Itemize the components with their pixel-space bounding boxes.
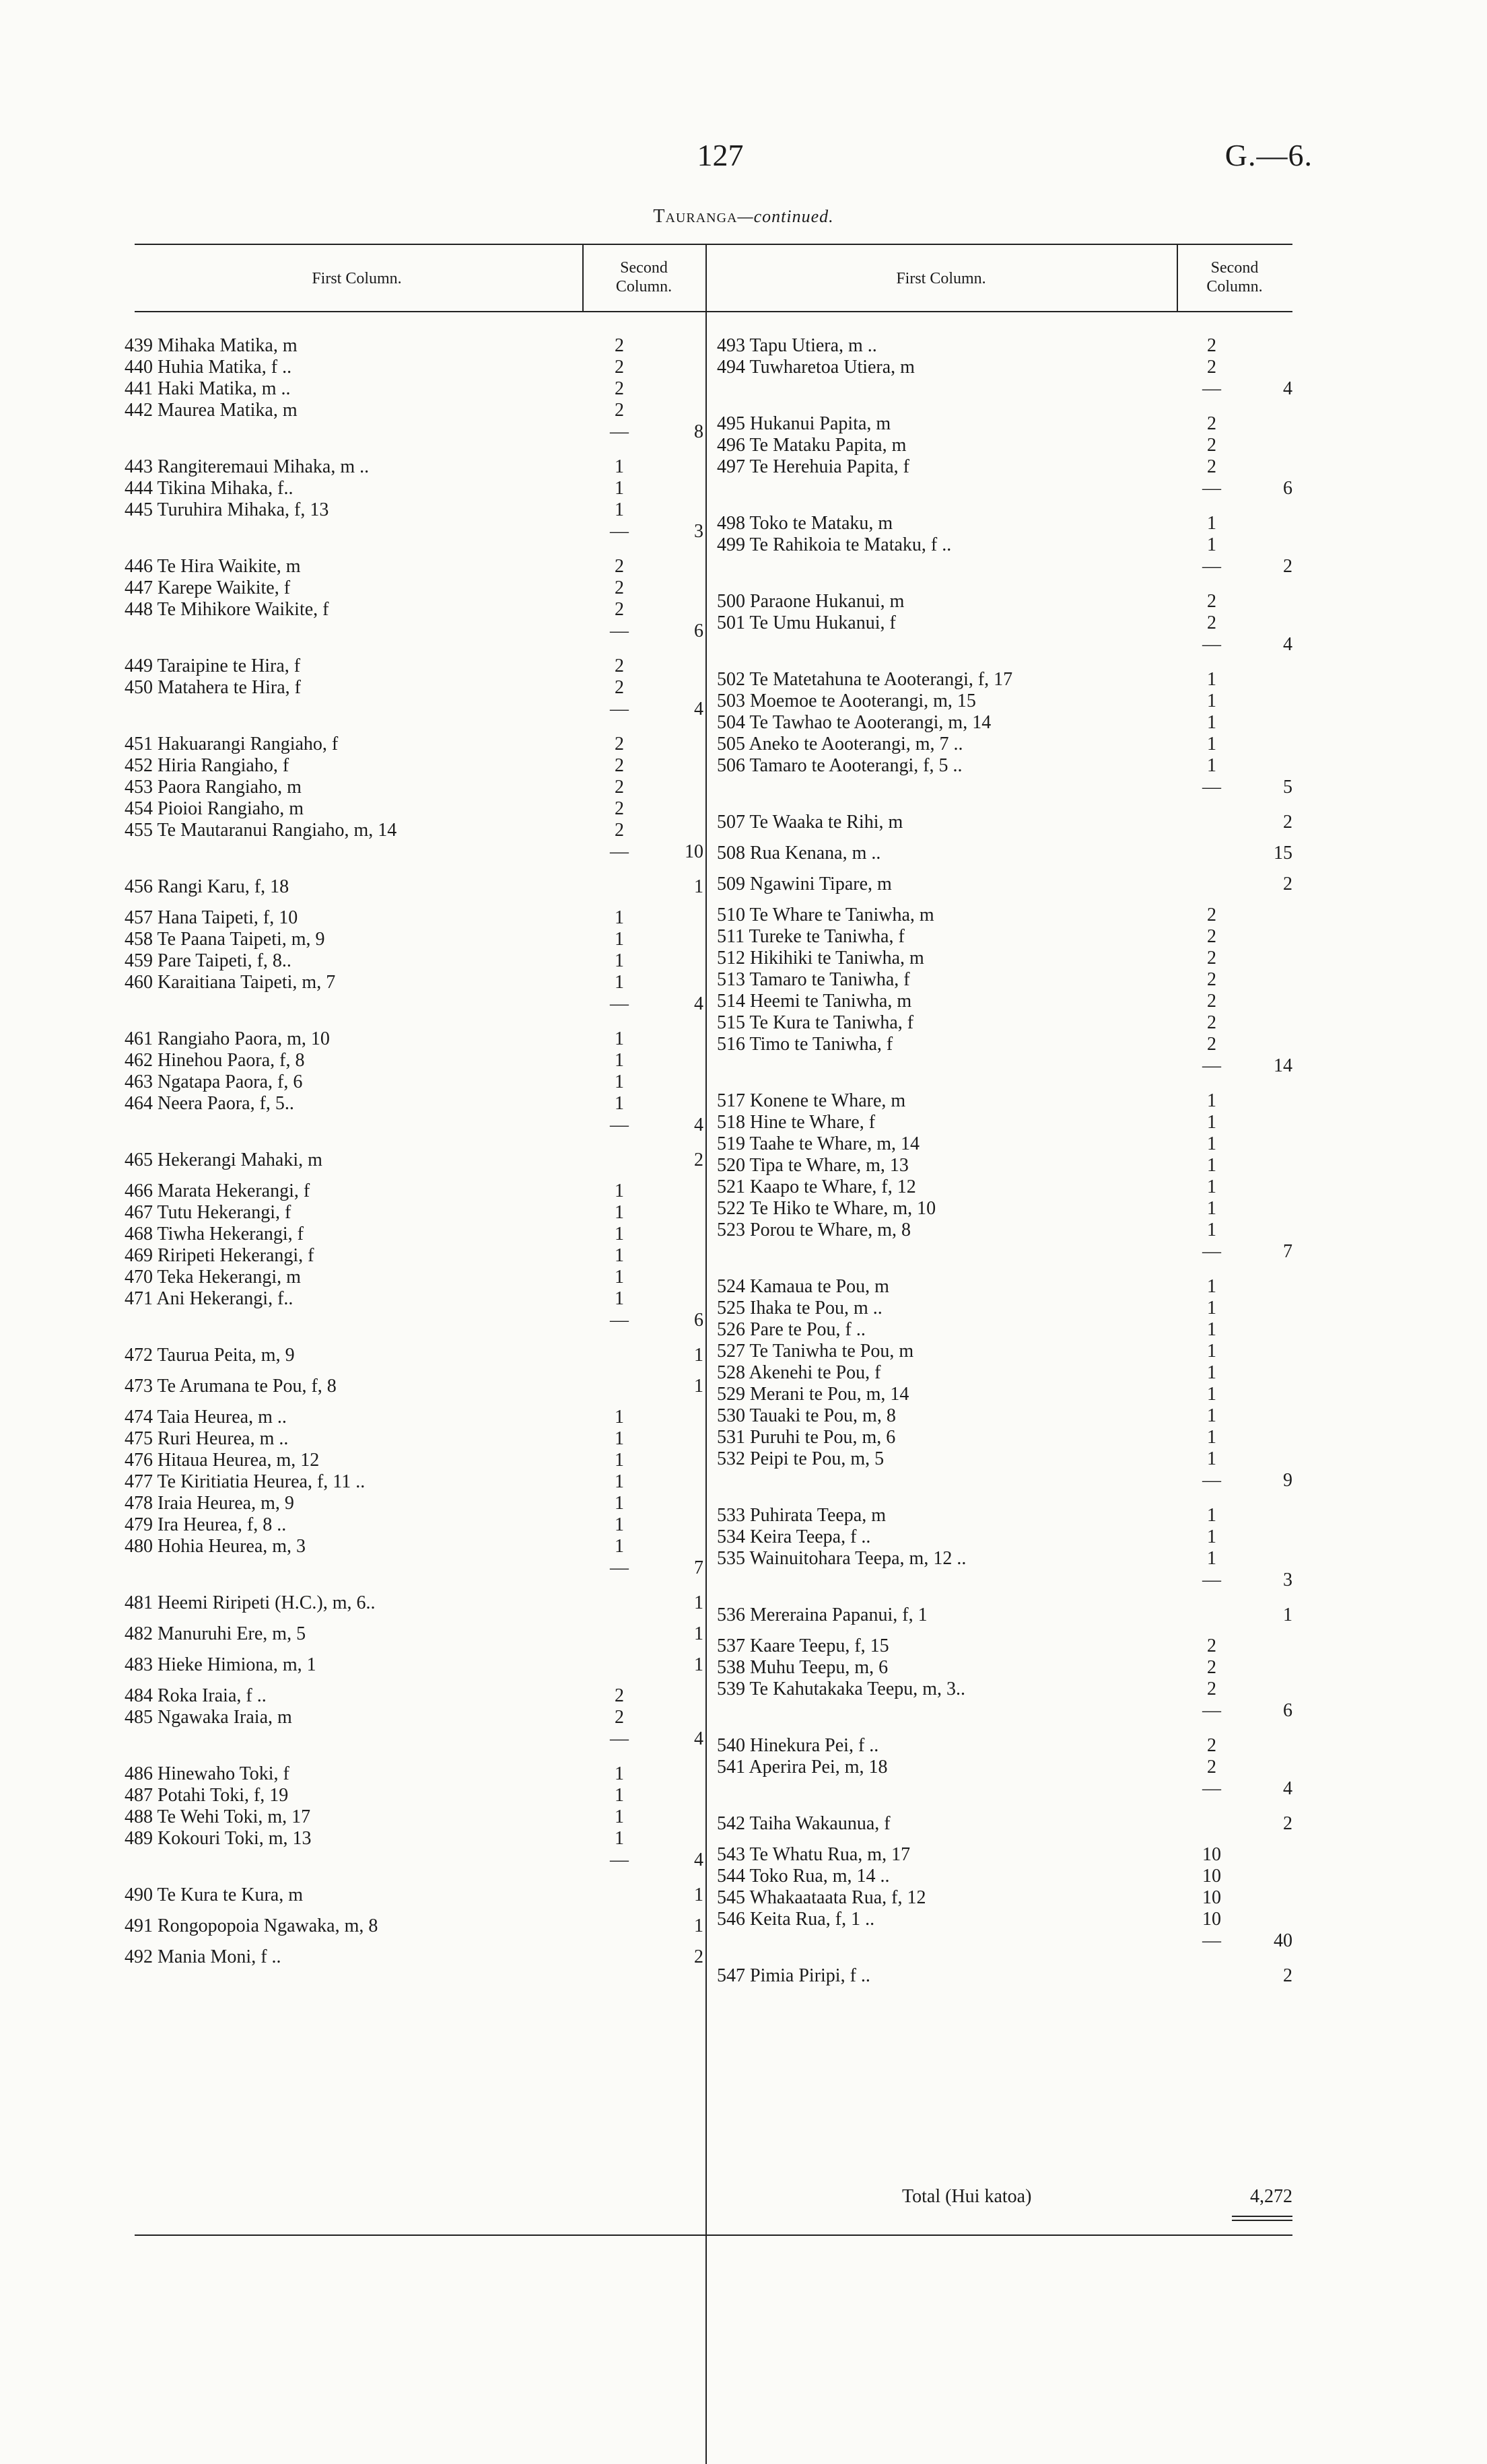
right-subtotal: 7 <box>1283 1241 1292 1262</box>
right-subtotal-dash: — <box>1202 1055 1221 1076</box>
right-entry-value: 1 <box>1207 1155 1216 1176</box>
right-entry-name: 535 Wainuitohara Teepa, m, 12 .. <box>717 1548 967 1569</box>
right-entry-name: 505 Aneko te Aooterangi, m, 7 .. <box>717 734 963 754</box>
left-entry-value: 2 <box>615 400 624 421</box>
left-entry-name: 480 Hohia Heurea, m, 3 <box>125 1536 306 1557</box>
left-entry-name: 475 Ruri Heurea, m .. <box>125 1428 289 1449</box>
right-entry-value: 1 <box>1207 1176 1216 1197</box>
right-subtotal: 14 <box>1274 1055 1292 1076</box>
right-entry-name: 497 Te Herehuia Papita, f <box>717 456 909 477</box>
right-subtotal: 9 <box>1283 1470 1292 1491</box>
right-entry-name: 524 Kamaua te Pou, m <box>717 1276 889 1297</box>
left-entry-value: 2 <box>615 777 624 798</box>
right-entry-name: 534 Keira Teepa, f .. <box>717 1526 871 1547</box>
left-entry-total: 1 <box>694 1376 703 1397</box>
left-entry-name: 455 Te Mautaranui Rangiaho, m, 14 <box>125 820 397 841</box>
left-entry-name: 465 Hekerangi Mahaki, m <box>125 1150 322 1170</box>
left-entry-value: 1 <box>615 1288 624 1309</box>
right-entry-name: 522 Te Hiko te Whare, m, 10 <box>717 1198 936 1219</box>
left-entry-value: 1 <box>615 1202 624 1223</box>
right-entry-name: 517 Konene te Whare, m <box>717 1090 906 1111</box>
right-entry-value: 2 <box>1207 905 1216 925</box>
left-entry-name: 442 Maurea Matika, m <box>125 400 298 421</box>
right-entry-value: 1 <box>1207 1319 1216 1340</box>
right-entry-value: 1 <box>1207 1384 1216 1405</box>
right-entry-value: 1 <box>1207 1405 1216 1426</box>
right-entry-name: 508 Rua Kenana, m .. <box>717 843 881 864</box>
left-entry-value: 1 <box>615 1181 624 1201</box>
right-entry-name: 527 Te Taniwha te Pou, m <box>717 1341 914 1362</box>
right-entry-value: 10 <box>1202 1887 1221 1908</box>
left-subtotal: 4 <box>694 1115 703 1135</box>
left-subtotal: 6 <box>694 1310 703 1331</box>
left-entry-value: 1 <box>615 1493 624 1514</box>
second-column-header-line1-right: Second <box>1210 259 1259 277</box>
left-entry-total: 1 <box>694 1592 703 1613</box>
left-entry-total: 1 <box>694 1623 703 1644</box>
left-entry-value: 2 <box>615 820 624 841</box>
right-entry-name: 496 Te Mataku Papita, m <box>717 435 907 456</box>
right-entry-name: 516 Timo te Taniwha, f <box>717 1034 893 1055</box>
right-entry-name: 509 Ngawini Tipare, m <box>717 874 892 894</box>
right-entry-name: 545 Whakaataata Rua, f, 12 <box>717 1887 926 1908</box>
left-entry-name: 474 Taia Heurea, m .. <box>125 1407 287 1428</box>
right-entry-name: 526 Pare te Pou, f .. <box>717 1319 866 1340</box>
right-entry-value: 2 <box>1207 1012 1216 1033</box>
section-subtitle <box>0 206 1487 227</box>
right-entry-name: 513 Tamaro te Taniwha, f <box>717 969 910 990</box>
left-subtotal-dash: — <box>610 621 629 641</box>
right-subtotal-dash: — <box>1202 1470 1221 1491</box>
second-column-header-line2: Column. <box>615 278 672 295</box>
right-entry-value: 1 <box>1207 1548 1216 1569</box>
left-entry-value: 2 <box>615 677 624 698</box>
left-entry-value: 1 <box>615 1267 624 1288</box>
right-subtotal: 4 <box>1283 378 1292 399</box>
left-entry-value: 2 <box>615 335 624 356</box>
left-entry-name: 479 Ira Heurea, f, 8 .. <box>125 1514 287 1535</box>
right-entry-name: 523 Porou te Whare, m, 8 <box>717 1220 911 1240</box>
right-subtotal-dash: — <box>1202 1930 1221 1951</box>
second-column-header-right <box>1177 258 1292 296</box>
left-entry-name: 450 Matahera te Hira, f <box>125 677 301 698</box>
left-entry-value: 2 <box>615 599 624 620</box>
left-entry-name: 492 Mania Moni, f .. <box>125 1946 281 1967</box>
right-entry-name: 506 Tamaro te Aooterangi, f, 5 .. <box>717 755 963 776</box>
right-entry-name: 529 Merani te Pou, m, 14 <box>717 1384 909 1405</box>
left-entry-name: 486 Hinewaho Toki, f <box>125 1763 289 1784</box>
left-subtotal-dash: — <box>610 421 629 442</box>
left-entry-name: 452 Hiria Rangiaho, f <box>125 755 289 776</box>
right-entry-value: 2 <box>1207 357 1216 378</box>
left-entry-name: 472 Taurua Peita, m, 9 <box>125 1345 295 1366</box>
right-entry-value: 2 <box>1207 1635 1216 1656</box>
right-subtotal: 6 <box>1283 1700 1292 1721</box>
total-label: Total (Hui katoa) <box>902 2186 1032 2207</box>
right-entry-value: 1 <box>1207 1220 1216 1240</box>
right-entry-value: 1 <box>1207 712 1216 733</box>
right-entry-value: 1 <box>1207 1090 1216 1111</box>
right-entry-name: 501 Te Umu Hukanui, f <box>717 612 896 633</box>
left-entry-name: 477 Te Kiritiatia Heurea, f, 11 .. <box>125 1471 366 1492</box>
left-entry-name: 454 Pioioi Rangiaho, m <box>125 798 304 819</box>
left-entry-name: 439 Mihaka Matika, m <box>125 335 298 356</box>
left-entry-name: 440 Huhia Matika, f .. <box>125 357 292 378</box>
left-entry-value: 1 <box>615 1536 624 1557</box>
left-entry-name: 473 Te Arumana te Pou, f, 8 <box>125 1376 337 1397</box>
left-entry-value: 2 <box>615 734 624 754</box>
subtitle-continued: —continued. <box>737 207 834 226</box>
left-entry-name: 451 Hakuarangi Rangiaho, f <box>125 734 339 754</box>
second-column-header-left <box>582 258 705 296</box>
left-entry-value: 1 <box>615 1407 624 1428</box>
left-entry-value: 1 <box>615 1763 624 1784</box>
right-subtotal: 6 <box>1283 478 1292 499</box>
right-entry-name: 532 Peipi te Pou, m, 5 <box>717 1448 885 1469</box>
left-entry-name: 468 Tiwha Hekerangi, f <box>125 1224 304 1244</box>
left-subtotal-dash: — <box>610 993 629 1014</box>
left-subtotal: 7 <box>694 1557 703 1578</box>
left-entry-name: 467 Tutu Hekerangi, f <box>125 1202 291 1223</box>
right-entry-name: 495 Hukanui Papita, m <box>717 413 891 434</box>
right-entry-total: 1 <box>1283 1605 1292 1625</box>
total-value: 4,272 <box>1250 2186 1292 2207</box>
left-subtotal-dash: — <box>610 1557 629 1578</box>
left-subtotal: 4 <box>694 1850 703 1870</box>
right-entry-value: 1 <box>1207 1505 1216 1526</box>
right-subtotal-dash: — <box>1202 478 1221 499</box>
right-entry-name: 499 Te Rahikoia te Mataku, f .. <box>717 534 952 555</box>
right-entry-value: 1 <box>1207 734 1216 754</box>
right-entry-name: 528 Akenehi te Pou, f <box>717 1362 881 1383</box>
left-entry-value: 1 <box>615 1514 624 1535</box>
left-entry-total: 2 <box>694 1946 703 1967</box>
right-entry-value: 1 <box>1207 755 1216 776</box>
left-entry-value: 1 <box>615 929 624 950</box>
right-entry-name: 494 Tuwharetoa Utiera, m <box>717 357 915 378</box>
right-entry-value: 1 <box>1207 1427 1216 1448</box>
left-entry-name: 485 Ngawaka Iraia, m <box>125 1707 292 1728</box>
right-subtotal-dash: — <box>1202 634 1221 655</box>
left-entry-total: 1 <box>694 1654 703 1675</box>
left-entry-name: 446 Te Hira Waikite, m <box>125 556 301 577</box>
right-subtotal-dash: — <box>1202 1700 1221 1721</box>
left-entry-name: 476 Hitaua Heurea, m, 12 <box>125 1450 320 1471</box>
right-entry-name: 539 Te Kahutakaka Teepu, m, 3.. <box>717 1679 966 1699</box>
right-entry-name: 520 Tipa te Whare, m, 13 <box>717 1155 909 1176</box>
first-column-header-left: First Column. <box>312 270 402 287</box>
left-entry-value: 1 <box>615 1785 624 1806</box>
left-subtotal-dash: — <box>610 1850 629 1870</box>
table-header-rule <box>135 311 1292 312</box>
right-entry-name: 511 Tureke te Taniwha, f <box>717 926 905 947</box>
right-entry-name: 518 Hine te Whare, f <box>717 1112 876 1133</box>
right-entry-value: 1 <box>1207 669 1216 690</box>
right-subtotal: 4 <box>1283 634 1292 655</box>
left-entry-value: 1 <box>615 499 624 520</box>
right-entry-value: 1 <box>1207 1112 1216 1133</box>
right-entry-value: 2 <box>1207 591 1216 612</box>
left-subtotal-dash: — <box>610 1310 629 1331</box>
right-entry-value: 2 <box>1207 926 1216 947</box>
left-entry-value: 1 <box>615 1224 624 1244</box>
left-entry-value: 1 <box>615 1245 624 1266</box>
second-column-header-line1: Second <box>620 259 668 277</box>
left-subtotal-dash: — <box>610 699 629 719</box>
left-entry-value: 1 <box>615 1806 624 1827</box>
right-subtotal: 5 <box>1283 777 1292 798</box>
right-entry-value: 2 <box>1207 1757 1216 1777</box>
left-entry-name: 471 Ani Hekerangi, f.. <box>125 1288 293 1309</box>
left-entry-name: 447 Karepe Waikite, f <box>125 577 291 598</box>
right-entry-name: 542 Taiha Wakaunua, f <box>717 1813 891 1834</box>
total-rule-1 <box>1232 2216 1292 2217</box>
right-entry-value: 2 <box>1207 456 1216 477</box>
right-entry-name: 525 Ihaka te Pou, m .. <box>717 1298 883 1318</box>
left-entry-name: 445 Turuhira Mihaka, f, 13 <box>125 499 329 520</box>
right-entry-value: 2 <box>1207 435 1216 456</box>
left-entry-name: 441 Haki Matika, m .. <box>125 378 291 399</box>
left-entry-name: 488 Te Wehi Toki, m, 17 <box>125 1806 311 1827</box>
left-entry-value: 2 <box>615 1707 624 1728</box>
left-subtotal-dash: — <box>610 841 629 862</box>
right-entry-total: 15 <box>1274 843 1292 864</box>
left-subtotal-dash: — <box>610 1728 629 1749</box>
left-entry-name: 483 Hieke Himiona, m, 1 <box>125 1654 316 1675</box>
right-entry-name: 521 Kaapo te Whare, f, 12 <box>717 1176 916 1197</box>
right-entry-value: 10 <box>1202 1909 1221 1930</box>
left-entry-name: 490 Te Kura te Kura, m <box>125 1885 304 1905</box>
right-subtotal-dash: — <box>1202 378 1221 399</box>
left-entry-name: 458 Te Paana Taipeti, m, 9 <box>125 929 325 950</box>
center-divider <box>705 244 707 2464</box>
right-entry-value: 2 <box>1207 1735 1216 1756</box>
left-entry-value: 2 <box>615 755 624 776</box>
left-entry-name: 464 Neera Paora, f, 5.. <box>125 1093 294 1114</box>
left-entry-name: 459 Pare Taipeti, f, 8.. <box>125 950 291 971</box>
right-entry-name: 536 Mereraina Papanui, f, 1 <box>717 1605 928 1625</box>
right-subtotal: 4 <box>1283 1778 1292 1799</box>
left-entry-name: 453 Paora Rangiaho, m <box>125 777 302 798</box>
table-bottom-rule <box>135 2234 1292 2236</box>
right-entry-value: 2 <box>1207 335 1216 356</box>
right-entry-name: 503 Moemoe te Aooterangi, m, 15 <box>717 691 976 711</box>
left-subtotal: 4 <box>694 1728 703 1749</box>
left-entry-total: 1 <box>694 1915 703 1936</box>
right-entry-name: 546 Keita Rua, f, 1 .. <box>717 1909 875 1930</box>
right-entry-name: 507 Te Waaka te Rihi, m <box>717 812 903 833</box>
left-entry-total: 1 <box>694 1345 703 1366</box>
left-entry-value: 2 <box>615 656 624 676</box>
right-entry-value: 1 <box>1207 534 1216 555</box>
right-entry-name: 493 Tapu Utiera, m .. <box>717 335 877 356</box>
right-entry-value: 1 <box>1207 1276 1216 1297</box>
left-entry-name: 449 Taraipine te Hira, f <box>125 656 301 676</box>
right-entry-total: 2 <box>1283 812 1292 833</box>
left-entry-name: 463 Ngatapa Paora, f, 6 <box>125 1071 303 1092</box>
left-entry-value: 1 <box>615 1828 624 1849</box>
right-entry-value: 1 <box>1207 513 1216 534</box>
left-entry-name: 478 Iraia Heurea, m, 9 <box>125 1493 294 1514</box>
right-entry-value: 1 <box>1207 1526 1216 1547</box>
right-entry-value: 1 <box>1207 1341 1216 1362</box>
left-subtotal: 6 <box>694 621 703 641</box>
left-entry-name: 470 Teka Hekerangi, m <box>125 1267 301 1288</box>
left-entry-value: 1 <box>615 478 624 499</box>
right-entry-name: 543 Te Whatu Rua, m, 17 <box>717 1844 911 1865</box>
right-entry-name: 519 Taahe te Whare, m, 14 <box>717 1133 920 1154</box>
left-subtotal: 8 <box>694 421 703 442</box>
right-entry-name: 512 Hikihiki te Taniwha, m <box>717 948 924 969</box>
right-entry-name: 500 Paraone Hukanui, m <box>717 591 905 612</box>
left-entry-name: 448 Te Mihikore Waikite, f <box>125 599 329 620</box>
right-entry-name: 533 Puhirata Teepa, m <box>717 1505 887 1526</box>
left-entry-value: 1 <box>615 950 624 971</box>
page-number: 127 <box>697 138 744 172</box>
right-subtotal-dash: — <box>1202 777 1221 798</box>
right-entry-value: 2 <box>1207 413 1216 434</box>
left-entry-value: 1 <box>615 1450 624 1471</box>
table-top-rule <box>135 244 1292 245</box>
right-entry-name: 544 Toko Rua, m, 14 .. <box>717 1866 890 1887</box>
left-entry-value: 2 <box>615 1685 624 1706</box>
right-entry-name: 541 Aperira Pei, m, 18 <box>717 1757 888 1777</box>
right-subtotal-dash: — <box>1202 556 1221 577</box>
document-reference: G.—6. <box>1224 138 1313 172</box>
left-subtotal: 3 <box>694 521 703 542</box>
left-subtotal-dash: — <box>610 1115 629 1135</box>
right-entry-name: 514 Heemi te Taniwha, m <box>717 991 912 1012</box>
right-entry-name: 504 Te Tawhao te Aooterangi, m, 14 <box>717 712 992 733</box>
left-entry-value: 1 <box>615 1471 624 1492</box>
right-entry-value: 1 <box>1207 691 1216 711</box>
left-entry-value: 1 <box>615 972 624 993</box>
first-column-header-right: First Column. <box>896 270 986 287</box>
left-entry-name: 481 Heemi Riripeti (H.C.), m, 6.. <box>125 1592 376 1613</box>
right-entry-total: 2 <box>1283 874 1292 894</box>
subtitle-district: Tauranga <box>653 206 738 227</box>
right-entry-value: 1 <box>1207 1362 1216 1383</box>
left-entry-name: 457 Hana Taipeti, f, 10 <box>125 907 298 928</box>
right-subtotal-dash: — <box>1202 1241 1221 1262</box>
left-entry-value: 1 <box>615 907 624 928</box>
left-entry-name: 456 Rangi Karu, f, 18 <box>125 876 289 897</box>
left-entry-value: 2 <box>615 357 624 378</box>
left-entry-value: 2 <box>615 577 624 598</box>
right-entry-value: 2 <box>1207 1034 1216 1055</box>
left-entry-name: 466 Marata Hekerangi, f <box>125 1181 310 1201</box>
left-subtotal-dash: — <box>610 521 629 542</box>
right-entry-value: 1 <box>1207 1198 1216 1219</box>
left-entry-name: 443 Rangiteremaui Mihaka, m .. <box>125 456 370 477</box>
right-entry-name: 510 Te Whare te Taniwha, m <box>717 905 934 925</box>
right-entry-total: 2 <box>1283 1813 1292 1834</box>
left-entry-name: 460 Karaitiana Taipeti, m, 7 <box>125 972 336 993</box>
right-entry-name: 538 Muhu Teepu, m, 6 <box>717 1657 889 1678</box>
right-subtotal-dash: — <box>1202 1570 1221 1590</box>
left-entry-value: 1 <box>615 1071 624 1092</box>
left-entry-total: 1 <box>694 1885 703 1905</box>
left-entry-total: 2 <box>694 1150 703 1170</box>
right-entry-value: 1 <box>1207 1448 1216 1469</box>
right-subtotal: 40 <box>1274 1930 1292 1951</box>
right-entry-name: 502 Te Matetahuna te Aooterangi, f, 17 <box>717 669 1013 690</box>
right-entry-name: 530 Tauaki te Pou, m, 8 <box>717 1405 896 1426</box>
right-entry-value: 10 <box>1202 1866 1221 1887</box>
right-entry-value: 2 <box>1207 1679 1216 1699</box>
right-subtotal: 3 <box>1283 1570 1292 1590</box>
right-entry-name: 547 Pimia Piripi, f .. <box>717 1965 870 1986</box>
left-entry-name: 444 Tikina Mihaka, f.. <box>125 478 293 499</box>
total-rule-2 <box>1232 2220 1292 2221</box>
left-entry-value: 1 <box>615 1028 624 1049</box>
right-entry-value: 2 <box>1207 1657 1216 1678</box>
right-entry-value: 2 <box>1207 991 1216 1012</box>
left-subtotal: 4 <box>694 993 703 1014</box>
right-entry-name: 531 Puruhi te Pou, m, 6 <box>717 1427 896 1448</box>
left-entry-name: 469 Riripeti Hekerangi, f <box>125 1245 314 1266</box>
right-entry-value: 1 <box>1207 1133 1216 1154</box>
left-entry-value: 1 <box>615 456 624 477</box>
right-entry-name: 498 Toko te Mataku, m <box>717 513 893 534</box>
right-entry-total: 2 <box>1283 1965 1292 1986</box>
left-entry-value: 1 <box>615 1428 624 1449</box>
right-subtotal-dash: — <box>1202 1778 1221 1799</box>
left-entry-value: 1 <box>615 1093 624 1114</box>
left-entry-name: 491 Rongopopoia Ngawaka, m, 8 <box>125 1915 378 1936</box>
left-entry-value: 2 <box>615 556 624 577</box>
left-subtotal: 10 <box>685 841 703 862</box>
left-entry-name: 487 Potahi Toki, f, 19 <box>125 1785 289 1806</box>
right-subtotal: 2 <box>1283 556 1292 577</box>
left-entry-name: 484 Roka Iraia, f .. <box>125 1685 267 1706</box>
right-entry-name: 540 Hinekura Pei, f .. <box>717 1735 879 1756</box>
left-entry-name: 461 Rangiaho Paora, m, 10 <box>125 1028 330 1049</box>
second-column-header-line2-right: Column. <box>1206 278 1263 295</box>
left-entry-total: 1 <box>694 876 703 897</box>
left-entry-name: 462 Hinehou Paora, f, 8 <box>125 1050 305 1071</box>
right-entry-value: 1 <box>1207 1298 1216 1318</box>
right-entry-value: 2 <box>1207 969 1216 990</box>
left-entry-name: 489 Kokouri Toki, m, 13 <box>125 1828 312 1849</box>
left-entry-value: 1 <box>615 1050 624 1071</box>
right-entry-value: 2 <box>1207 948 1216 969</box>
right-entry-name: 515 Te Kura te Taniwha, f <box>717 1012 914 1033</box>
right-entry-value: 2 <box>1207 612 1216 633</box>
left-subtotal: 4 <box>694 699 703 719</box>
right-entry-value: 10 <box>1202 1844 1221 1865</box>
left-entry-name: 482 Manuruhi Ere, m, 5 <box>125 1623 306 1644</box>
right-entry-name: 537 Kaare Teepu, f, 15 <box>717 1635 889 1656</box>
left-entry-value: 2 <box>615 378 624 399</box>
left-entry-value: 2 <box>615 798 624 819</box>
